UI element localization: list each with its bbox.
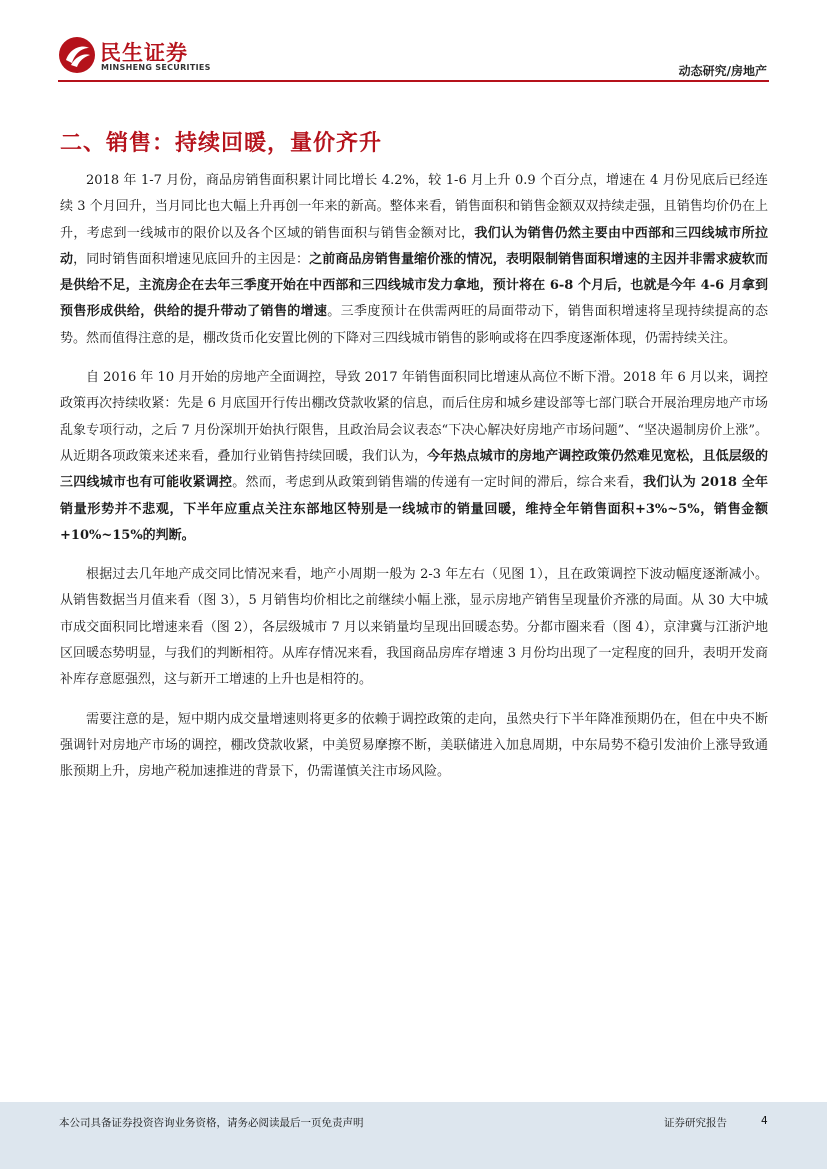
page-footer [0,1102,827,1169]
paragraph [60,365,768,549]
body-text [60,168,768,799]
emphasis-text: 之前商品房销售量缩价涨的情况，表明限制销售面积增速的主因并非需求疲软而是供给不足，主流房企在去年三季度开始在中西部和三四线城市发力拿地，预计将在 6-8 个月后，也就是今年 4-6 月拿到预售形成供给，供给的提升带动了销售的增速 [60,251,768,320]
minsheng-logo-icon [58,36,96,74]
logo-chinese-name: 民生证券 [100,41,188,65]
logo-english-name: MINSHENG SECURITIES [101,63,211,72]
body-run: 。三季度预计在供需两旺的局面带动下，销售面积增速将呈现持续提高的态势。然而值得注意的是，棚改货币化安置比例的下降对三四线城市销售的影响或将在四季度逐渐体现，仍需持续关注。 [60,304,768,346]
paragraph [60,168,768,352]
body-run: 。然而，考虑到从政策到销售端的传递有一定时间的滞后，综合来看， [232,475,643,491]
disclaimer-text: 本公司具备证券投资咨询业务资格，请务必阅读最后一页免责声明 [59,1117,364,1129]
company-logo [58,36,218,78]
paragraph [60,707,768,786]
body-run: 需要注意的是，短中期内成交量增速则将更多的依赖于调控政策的走向，虽然央行下半年降准预期仍在，但在中央不断强调针对房地产市场的调控，棚改贷款收紧，中美贸易摩擦不断，美联储进入加息周期，中东局势不稳引发油价上涨导致通胀预期上升，房地产税加速推进的背景下，仍需谨慎关注市场风险。 [60,711,768,780]
emphasis-text: 我们认为 2018 全年销量形势并不悲观，下半年应重点关注东部地区特别是一线城市的销量回暖，维持全年销售面积+3%~5%，销售金额+10%~15%的判断。 [60,475,768,543]
page-number: 4 [761,1115,768,1127]
report-type: 证券研究报告 [664,1117,727,1129]
body-run: 自 2016 年 10 月开始的房地产全面调控，导致 2017 年销售面积同比增速从高位不断下滑。2018 年 6 月以来，调控政策再次持续收紧：先是 6 月底国开行传出棚改贷款收紧的信息，而后住房和城乡建设部等七部门联合开展治理房地产市场乱象专项行动，之后 7 月份深圳开始执行限售，且政治局会议表态“下决心解决好房地产市场问题”、“坚决遏制房价上涨”。从近期各项政策来述来看，叠加行业销售持续回暖，我们认为， [60,370,768,464]
page-header [0,0,827,84]
section-title: 二、销售：持续回暖，量价齐升 [60,131,383,156]
body-run: 2018 年 1-7 月份，商品房销售面积累计同比增长 4.2%，较 1-6 月上升 0.9 个百分点，增速在 4 月份见底后已经连续 3 个月回升，当月同比也大幅上升再创一年来的新高。整体来看，销售面积和销售金额双双持续走强，且销售均价仍在上升，考虑到一线城市的限价以及各个区域的销售面积与销售金额对比， [60,173,768,241]
body-run: 根据过去几年地产成交同比情况来看，地产小周期一般为 2-3 年左右（见图 1），且在政策调控下波动幅度逐渐减小。从销售数据当月值来看（图 3），5 月销售均价相比之前继续小幅上涨，显示房地产销售呈现量价齐涨的局面。从 30 大中城市成交面积同比增速来看（图 2），各层级城市 7 月以来销量均呈现出回暖态势。分都市圈来看（图 4），京津冀与江浙沪地区回暖态势明显，与我们的判断相符。从库存情况来看，我国商品房库存增速 3 月份均出现了一定程度的回升，表明开发商补库存意愿强烈，这与新开工增速的上升也是相符的。 [60,567,768,688]
paragraph [60,562,768,693]
body-run: ，同时销售面积增速见底回升的主因是： [73,251,310,267]
header-divider [58,80,769,82]
emphasis-text: 我们认为销售仍然主要由中西部和三四线城市所拉动 [60,225,768,267]
emphasis-text: 今年热点城市的房地产调控政策仍然难见宽松，且低层级的三四线城市也有可能收紧调控 [60,448,768,491]
report-category: 动态研究/房地产 [678,64,767,78]
